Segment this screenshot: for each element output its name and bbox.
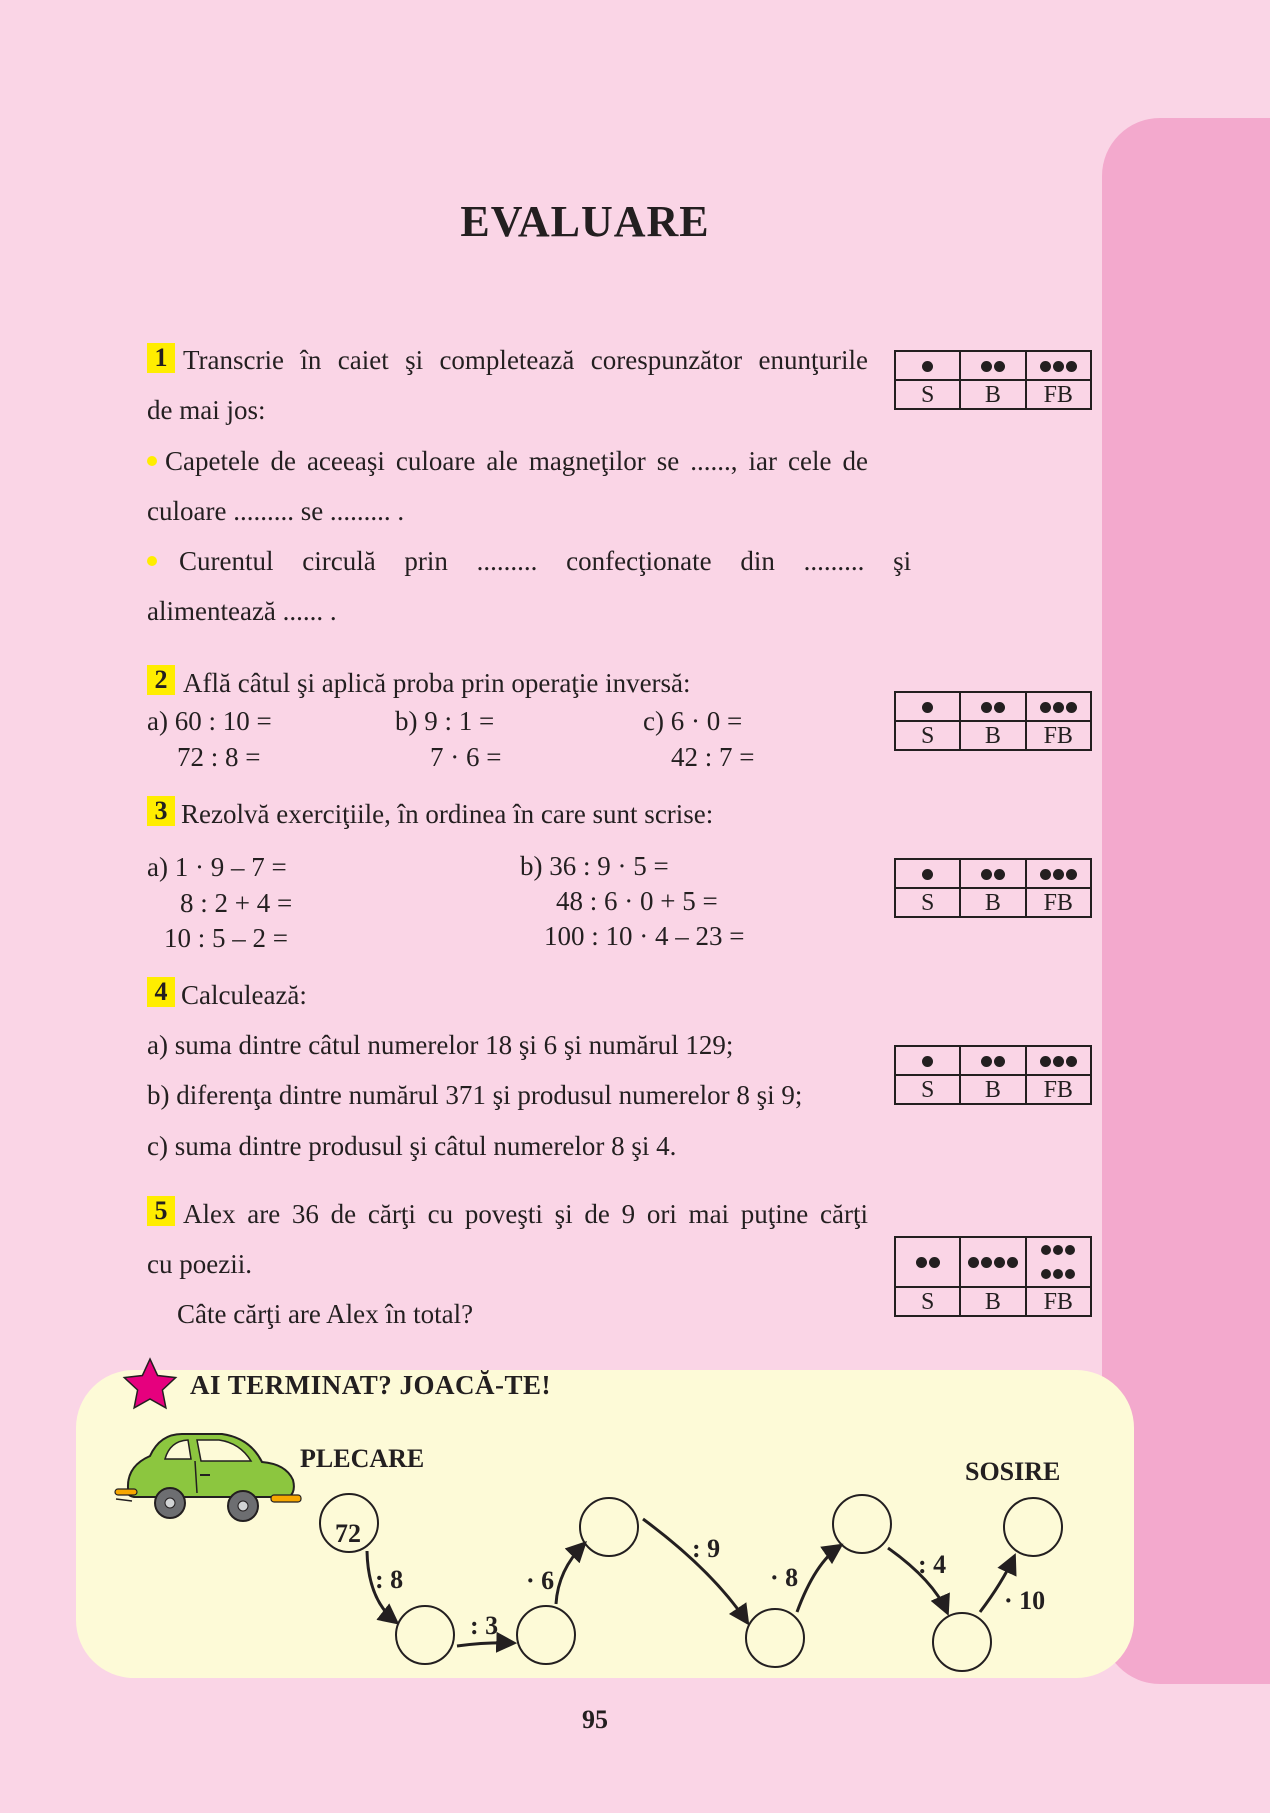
score-s: S <box>895 721 960 750</box>
op-4: : 9 <box>692 1534 721 1563</box>
car-icon <box>115 1434 301 1521</box>
path-circle-5 <box>746 1609 804 1667</box>
exercise-2-a1: a) 60 : 10 = <box>147 706 272 736</box>
exercise-5-line1: Alex are 36 de cărţi cu poveşti şi de 9 ori mai puţine cărţi <box>183 1199 868 1229</box>
game-title: AI TERMINAT? JOACĂ-TE! <box>190 1370 552 1400</box>
exercise-1-bullet2-cont: alimentează ...... . <box>147 596 337 626</box>
score-fb: FB <box>1026 721 1092 750</box>
score-fb: FB <box>1026 888 1092 917</box>
exercise-2-c1: c) 6 · 0 = <box>643 706 743 736</box>
exercise-3-instruction: Rezolvă exerciţiile, în ordinea în care sunt scrise: <box>181 799 714 829</box>
op-1: : 8 <box>375 1565 404 1594</box>
arrow-5 <box>797 1546 840 1612</box>
end-label: SOSIRE <box>965 1457 1061 1486</box>
exercise-1-bullet2: Curentul circulă prin ......... confecţionate din ......... şi <box>147 545 868 577</box>
exercise-4-instruction: Calculează: <box>181 980 307 1010</box>
score-b: B <box>960 1075 1025 1104</box>
page-number: 95 <box>582 1705 608 1734</box>
exercise-3-b2: 48 : 6 · 0 + 5 = <box>556 886 718 916</box>
exercise-3-a1: a) 1 · 9 – 7 = <box>147 852 287 882</box>
exercise-1-line1: Transcrie în caiet şi completează corespunzător enunţurile <box>183 345 868 375</box>
exercise-1-bullet1-cont: culoare ......... se ......... . <box>147 496 405 526</box>
arrow-2 <box>457 1643 513 1646</box>
op-2: : 3 <box>470 1611 499 1640</box>
exercise-3-b1: b) 36 : 9 · 5 = <box>520 851 669 881</box>
exercise-3-b3: 100 : 10 · 4 – 23 = <box>544 921 745 951</box>
exercise-5-question: Câte cărţi are Alex în total? <box>177 1299 474 1329</box>
score-s: S <box>895 1287 960 1316</box>
score-s: S <box>895 1075 960 1104</box>
path-circle-6 <box>833 1495 891 1553</box>
score-s: S <box>895 380 960 409</box>
exercise-3-a2: 8 : 2 + 4 = <box>180 888 293 918</box>
score-b: B <box>960 888 1025 917</box>
path-circle-end <box>1004 1498 1062 1556</box>
score-b: B <box>960 721 1025 750</box>
path-circle-2 <box>396 1606 454 1664</box>
score-fb: FB <box>1026 380 1092 409</box>
exercise-4-a: a) suma dintre câtul numerelor 18 şi 6 şi numărul 129; <box>147 1030 734 1060</box>
op-7: · 10 <box>1004 1586 1046 1615</box>
arrow-3 <box>556 1544 584 1604</box>
exercise-1-bullet1: Capetele de aceeaşi culoare ale magneţilor se ......, iar cele de <box>147 445 868 477</box>
score-fb: FB <box>1026 1287 1092 1316</box>
exercise-1-line2: de mai jos: <box>147 395 266 425</box>
score-s: S <box>895 888 960 917</box>
exercise-2-number: 2 <box>147 665 175 695</box>
score-fb: FB <box>1026 1075 1092 1104</box>
op-6: : 4 <box>918 1550 947 1579</box>
score-b: B <box>960 380 1025 409</box>
exercise-2-b1: b) 9 : 1 = <box>395 706 495 736</box>
exercise-3-a3: 10 : 5 – 2 = <box>164 923 288 953</box>
score-b: B <box>960 1287 1025 1316</box>
exercise-1-number: 1 <box>147 343 175 373</box>
star-icon <box>124 1359 175 1408</box>
exercise-2-instruction: Află câtul şi aplică proba prin operaţie inversă: <box>183 668 691 698</box>
start-value: 72 <box>335 1519 361 1548</box>
path-circle-3 <box>517 1606 575 1664</box>
start-label: PLECARE <box>300 1444 425 1473</box>
exercise-2-a2: 72 : 8 = <box>177 742 261 772</box>
path-circle-7 <box>933 1613 991 1671</box>
exercise-4-number: 4 <box>147 977 175 1007</box>
exercise-5-number: 5 <box>147 1196 175 1226</box>
path-circle-4 <box>580 1498 638 1556</box>
op-5: · 8 <box>770 1563 799 1592</box>
exercise-5-line2: cu poezii. <box>147 1249 252 1279</box>
exercise-2-c2: 42 : 7 = <box>671 742 755 772</box>
exercise-3-number: 3 <box>147 796 175 826</box>
exercise-2-b2: 7 · 6 = <box>430 742 502 772</box>
exercise-4-c: c) suma dintre produsul şi câtul numerelor 8 şi 4. <box>147 1131 677 1161</box>
exercise-4-b: b) diferenţa dintre numărul 371 şi produsul numerelor 8 şi 9; <box>147 1080 803 1110</box>
page-title: EVALUARE <box>460 197 710 246</box>
op-3: · 6 <box>526 1566 555 1595</box>
